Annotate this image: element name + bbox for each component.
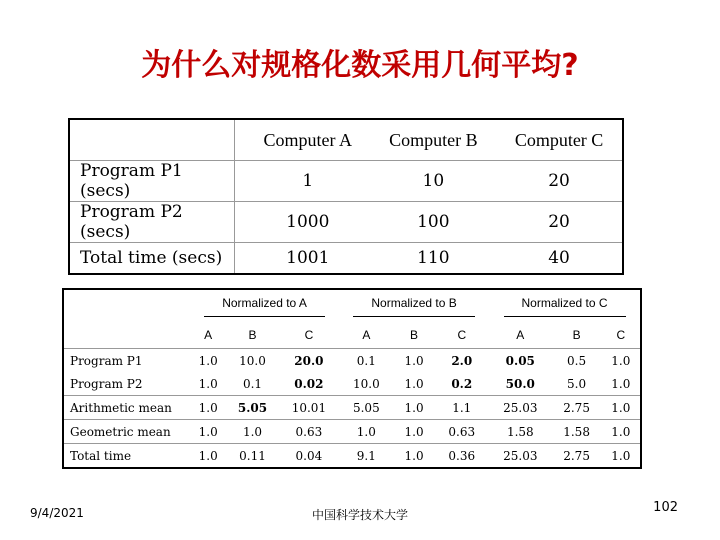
table1-row [69, 161, 623, 202]
table1-header-computer-b: Computer B [389, 129, 478, 150]
computer-times-table [68, 118, 624, 275]
table1-separator [235, 161, 246, 202]
table2-subheader: C [304, 328, 314, 342]
table2-cell: 0.2 [451, 376, 473, 391]
table1-cell: 110 [371, 243, 497, 275]
table2-cell: 1.0 [198, 376, 218, 391]
table2-cell: 0.36 [435, 444, 490, 469]
table1-separator [235, 119, 246, 161]
table2-cell: 1.0 [394, 396, 435, 420]
table2-cell: 2.75 [552, 396, 602, 420]
table2-cell: 1.0 [190, 444, 226, 469]
table2-row-label: Program P1 [63, 349, 190, 373]
table2-cell: 0.02 [294, 376, 324, 391]
table2-subheader: A [516, 328, 525, 342]
table2-subheader: B [248, 328, 257, 342]
table2-row [63, 349, 641, 373]
table2-subheader: C [457, 328, 467, 342]
group-label: Normalized to B [353, 296, 474, 317]
slide-title: 为什么对规格化数采用几何平均? [141, 48, 579, 83]
table1-cell: 40 [496, 243, 623, 275]
table2-row-label: Arithmetic mean [63, 396, 190, 420]
table2-cell: 1.58 [489, 420, 552, 444]
table2-cell: 1.1 [435, 396, 490, 420]
table1-row-label: Program P2 (secs) [69, 202, 235, 243]
table1-separator [235, 202, 246, 243]
table2-group-c [489, 289, 641, 322]
table2-cell: 1.0 [602, 396, 641, 420]
table1-row-label: Program P1 (secs) [69, 161, 235, 202]
table2-cell: 2.0 [435, 349, 490, 373]
table2-subheader: A [204, 328, 213, 342]
table2-cell: 5.05 [226, 396, 278, 420]
table2-cell: 1.0 [339, 420, 393, 444]
table1-header-row [69, 119, 623, 161]
table2-cell: 9.1 [339, 444, 393, 469]
table2-cell: 1.58 [552, 420, 602, 444]
table2-cell: 1.0 [190, 349, 226, 373]
footer-organization: 中国科学技术大学 [311, 508, 408, 522]
table2-cell: 10.0 [226, 349, 278, 373]
table2-cell: 1.0 [190, 420, 226, 444]
table2-cell: 0.1 [339, 349, 393, 373]
table2-row-label: Total time [63, 444, 190, 469]
table2-subheader: B [572, 328, 581, 342]
table2-row [63, 372, 641, 396]
table1-cell: 20 [496, 202, 623, 243]
table2-row-label: Geometric mean [63, 420, 190, 444]
group-label: Normalized to A [204, 296, 325, 317]
table1-row-label: Total time (secs) [69, 243, 235, 275]
table2-subheader: C [616, 328, 626, 342]
table1-row [69, 202, 623, 243]
table2-cell: 1.0 [611, 376, 631, 391]
table2-cell: 5.0 [567, 376, 587, 391]
table2-row [63, 396, 641, 420]
table1-cell: 1001 [245, 243, 371, 275]
group-label: Normalized to C [504, 296, 626, 317]
table2-cell: 25.03 [489, 444, 552, 469]
table1-row [69, 243, 623, 275]
table1-header-computer-c: Computer C [514, 129, 604, 150]
table2-subheader-row [63, 322, 641, 349]
table2-cell: 10.0 [352, 376, 380, 391]
table2-group-row [63, 289, 641, 322]
table2-cell: 1.0 [394, 444, 435, 469]
table2-subheader: A [362, 328, 371, 342]
table2-cell: 50.0 [505, 376, 535, 391]
table2-cell: 25.03 [489, 396, 552, 420]
footer-date: 9/4/2021 [30, 506, 84, 520]
table2-cell: 0.5 [552, 349, 602, 373]
table1-cell: 1000 [245, 202, 371, 243]
table2-cell: 10.01 [279, 396, 339, 420]
table2-cell: 1.0 [394, 349, 435, 373]
table2-cell: 1.0 [602, 444, 641, 469]
table1-cell: 10 [371, 161, 497, 202]
table2-cell: 0.04 [279, 444, 339, 469]
table2-sub-blank [63, 322, 190, 349]
table2-group-a [190, 289, 339, 322]
table1-header-computer-a: Computer A [263, 129, 353, 150]
table2-cell: 1.0 [602, 349, 641, 373]
table1-separator [235, 243, 246, 275]
table2-cell: 0.11 [226, 444, 278, 469]
table2-cell: 5.05 [339, 396, 393, 420]
table2-row-label: Program P2 [70, 376, 143, 391]
table2-cell: 2.75 [552, 444, 602, 469]
table2-cell: 1.0 [226, 420, 278, 444]
table1-header-blank [69, 119, 235, 161]
table2-cell: 1.0 [190, 396, 226, 420]
table2-cell: 0.1 [242, 376, 263, 391]
table2-subheader: B [410, 328, 419, 342]
normalized-table [62, 288, 642, 469]
table1-cell: 100 [371, 202, 497, 243]
table1-cell: 1 [245, 161, 371, 202]
table2-cell: 1.0 [602, 420, 641, 444]
table1-cell: 20 [496, 161, 623, 202]
page-number: 102 [653, 500, 678, 515]
table2-cell: 1.0 [394, 420, 435, 444]
table2-cell: 1.0 [404, 376, 424, 391]
table2-cell: 0.63 [435, 420, 490, 444]
table2-row [63, 420, 641, 444]
table2-row [63, 444, 641, 469]
table2-group-blank [63, 289, 190, 322]
table2-cell: 0.63 [279, 420, 339, 444]
table2-cell: 0.05 [489, 349, 552, 373]
table2-group-b [339, 289, 489, 322]
table2-cell: 20.0 [279, 349, 339, 373]
